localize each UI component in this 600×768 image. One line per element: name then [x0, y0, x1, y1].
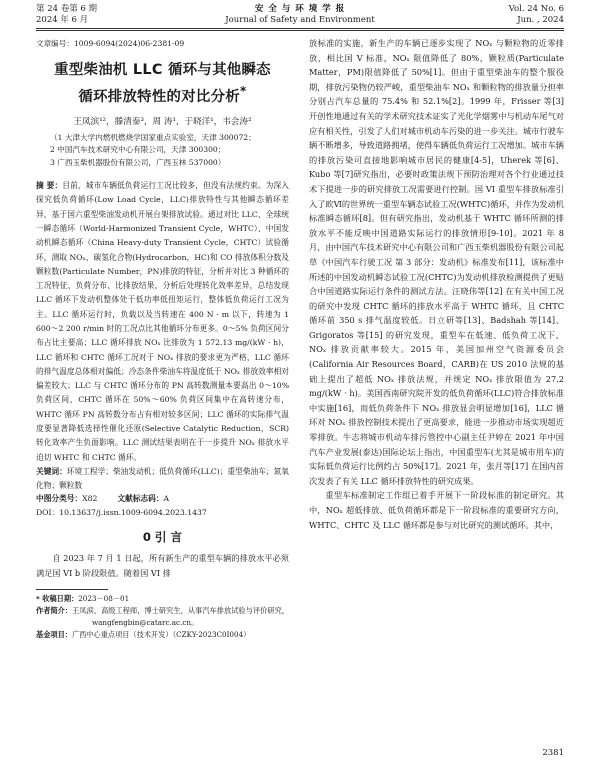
affiliation-2: 2 中国汽车技术研究中心有限公司，天津 300300； — [50, 145, 226, 155]
authors: 王凤滨¹²，滕清泰³，周 涛¹，于晓洋¹，韦会涛² — [73, 116, 252, 127]
doi: DOI：10.13637/j.issn.1009-6094.2023.1437 — [36, 507, 207, 517]
header-rule-thin — [36, 30, 564, 31]
header-volume-cn: 第 24 卷第 6 期 — [36, 4, 98, 14]
footnote-received-label: * 收稿日期： — [36, 593, 79, 603]
header-date-cn: 2024 年 6 月 — [36, 15, 89, 25]
classification-row — [36, 492, 289, 506]
abstract-text: 目前，城市车辆低负荷运行工况比较多，但没有法规约束。为深入探究低负荷循环(Low Load Cycle，LLC)排放特性与其他瞬态循环差异，基于国六重型柴油发动机开展台架排放试验。通过对比 LLC、全球统一瞬态循环（World-Harmonized Transient Cycle，WHTC）、中国发动机瞬态循环（China Heavy-duty Transient Cycle，CHTC）试验循环，测取 NOₓ、碳氢化合物(Hydrocarbon，HC)和 CO 排放体积分数及颗粒数(Particulate Number，PN)排放的特征，分析并对比 3 种循环的工况特征、负荷分布、比排放结果，分析后处理转化效率差异，总结发现 LLC 循环下发动机整体处于低功率低扭矩运行，整体低负荷运行工况为主。LLC 循环运行时，负载以及当转速在 400 N · m 以下，转速为 1 600～2 200 r/min 时的工况点比其他循环分布更多。0～5% 负荷区间分布占比主要高；LLC 循环排放 NOₓ 比排放为 1 572.13 mg/(kW · h)，LLC 循环和 CHTC 循环工况对于 NOₓ 排放的要求更为严格，LLC 循环的排气温度总体相对偏低；冷态条件柴油车将温度低于 NOₓ 排放效率相对偏差较大；LLC 与 CHTC 循环分布的 PN 高转数测量本要高出 0～10% 负荷区间，CHTC 循环在 50%～60% 负荷区间集中在高转速分布，WHTC 循环 PN 高转数分布占有相对较多区间；LLC 循环的实际排气温度要显著降低选择性催化还原(Selective Catalytic Reduction，SCR)转化效率产生负面影响。LLC 测试结果表明在于一步提升 NOₓ 排放水平迫切 WHTC 和 CHTC 循环。 — [36, 181, 289, 462]
doc-code-value: A — [163, 494, 170, 504]
clc-value: X82 — [82, 494, 98, 504]
article-title: 重型柴油机 LLC 循环与其他瞬态 循环排放特性的对比分析* — [36, 60, 289, 108]
right-column — [309, 36, 564, 532]
abstract-label: 摘 要： — [36, 181, 63, 191]
abstract — [36, 179, 289, 465]
header-journal-en: Journal of Safety and Environment — [225, 15, 375, 25]
keywords-text: 环境工程学；柴油发动机；低负荷循环(LLC)；重型柴油车；氮氧化物；颗粒数 — [36, 466, 289, 490]
article-id: 文章编号：1009-6094(2024)06-2381-09 — [36, 39, 185, 48]
title-line-1: 重型柴油机 LLC 循环与其他瞬态 — [54, 62, 271, 78]
left-column — [36, 36, 289, 641]
page-number: 2381 — [542, 748, 564, 758]
intro-left-paragraph: 自 2023 年 7 月 1 日起，所有新生产的重型车辆的排放水平必须满足国 VI b 阶段限值。随着国 VI 排 — [36, 553, 289, 578]
header-journal-cn: 安 全 与 环 境 学 报 — [254, 4, 346, 14]
header-volume-en: Vol. 24 No. 6 — [508, 4, 564, 14]
footnote-author-label: 作者简介： — [36, 605, 73, 615]
footnote-rule — [36, 589, 108, 590]
section-title-introduction: 0 引 言 — [142, 530, 183, 545]
footnote-author-bio — [36, 605, 289, 629]
footnote-funding-label: 基金项目： — [36, 630, 72, 640]
header-volume-en-block — [509, 4, 564, 26]
footnote-funding-text: 广西中心重点项目（技术开发）（CZKY-2023C0I004） — [71, 630, 251, 640]
keywords-label: 关键词： — [36, 466, 67, 476]
right-paragraph-1: 放标准的实施，新生产的车辆已逐步实现了 NOₓ 与颗粒物的近零排放，相比国 V 标准，NOₓ 限值降低了 80%，颗粒质(Particulate Matter，PM)限值降低了 50%[1]。但由于重型柴油车的整个服役期，排放污染物仍较严峻，重型柴油车 NOₓ 和颗粒物的排放量分担率分别占汽车总量的 75.4% 和 52.1%[2]。1999 年，Frisser 等[3] 开创性地通过有关的学术研究技术证实了光化学烟雾中与机动车尾气对应有相关性，引发了人们对城市机动车污染的进一步关注。城市行驶车辆不断增多，导致道路拥堵，使得车辆低负荷运行工况增加。城市车辆的排放污染可直接地影响城市居民的健康[4-5]，Uherek 等[6]、Kubo 等[7]研究指出，必要时政策法规下预防治理对各个行业通过技术下提进一步的研究排放工况需要进行控制。国 VI 重型车排放标准引入了欧Ⅵ的世界统一重型车辆态试验工况(WHTC)循环，并作为发动机标准瞬态循环[8]。但有研究指出，发动机基于 WHTC 循环所测的排放水平不能反映中国道路实际运行的排放情形[9-10]。2021 年 8 月，由中国汽车技术研究中心有限公司和广西玉柴机器股份有限公司起草《中国汽车行驶工况 第 3 部分：发动机》标准发布[11]，该标准中所述的中国发动机瞬态试验工况(CHTC)为发动机排放检测提供了更贴合中国道路实际运行条件的测试方法。汪晓伟等[12] 在有关中国工况的研究中发现 CHTC 循环的排放水平高于 WHTC 循环，且 CHTC 循环前 350 s 排气温度较低。日立研等[13]、Badshah 等[14]、Grigoratos 等[15] 的研究发现，重型车在低速、低负荷工况下，NOₓ 排放贡献率较大。2015 年，美国加州空气资源委员会(California Air Resources Board，CARB)在 US 2010 法规的基础上提出了超低 NOₓ 排放法规，并规定 NOₓ 排放限值为 27.2 mg/(kW · h)。美国西南研究院开发的低负荷循环(LLC)符合排放标准中实施[16]，而低负荷条件下 NOₓ 排放显会明显增加[16]，LLC 循环对 NOₓ 排放控制技术提出了更高要求，能进一步推动市场实现超近零排放。牛志将城市机动车排污管控中心副主任尹婷在 2021 年中国汽车产业发展(泰达)国际论坛上指出，中国重型车(尤其是城市用车)的实际低负荷运行比例约占 50%[17]。2021 年，张月等[17] 在国内首次发表了有关 LLC 循环排放特性的研究成果。 — [309, 38, 564, 486]
header-date-en: Jun. , 2024 — [517, 15, 564, 25]
affiliation-3: 3 广西玉柴机器股份有限公司，广西玉林 537000） — [50, 157, 226, 167]
footnote-received — [36, 593, 289, 605]
footnote-funding — [36, 629, 289, 641]
header-rule — [36, 28, 564, 29]
clc-label: 中图分类号： — [36, 494, 83, 504]
title-line-2: 循环排放特性的对比分析 — [78, 88, 241, 105]
affiliation-1: （1 大津大学内燃机燃烧学国家重点实验室，天津 300072； — [50, 132, 256, 142]
footnote-received-text: 2023－08－01 — [78, 593, 130, 603]
keywords — [36, 465, 289, 492]
footnote-author-text: 王凤滨，高级工程师，博士研究生，从事汽车排放试验与评价研究，wangfengbin@catarc.ac.cn。 — [72, 605, 289, 627]
right-paragraph-2: 重型车标准制定工作组已着手开展下一阶段标准的制定研究。其中，NOₓ 超低排放、低负荷循环都是下一阶段标准的重要研究方向，WHTC、CHTC 及 LLC 循环都是参与对比研究的测试循环。其中， — [309, 490, 564, 530]
doc-code-label: 文献标志码： — [117, 494, 164, 504]
